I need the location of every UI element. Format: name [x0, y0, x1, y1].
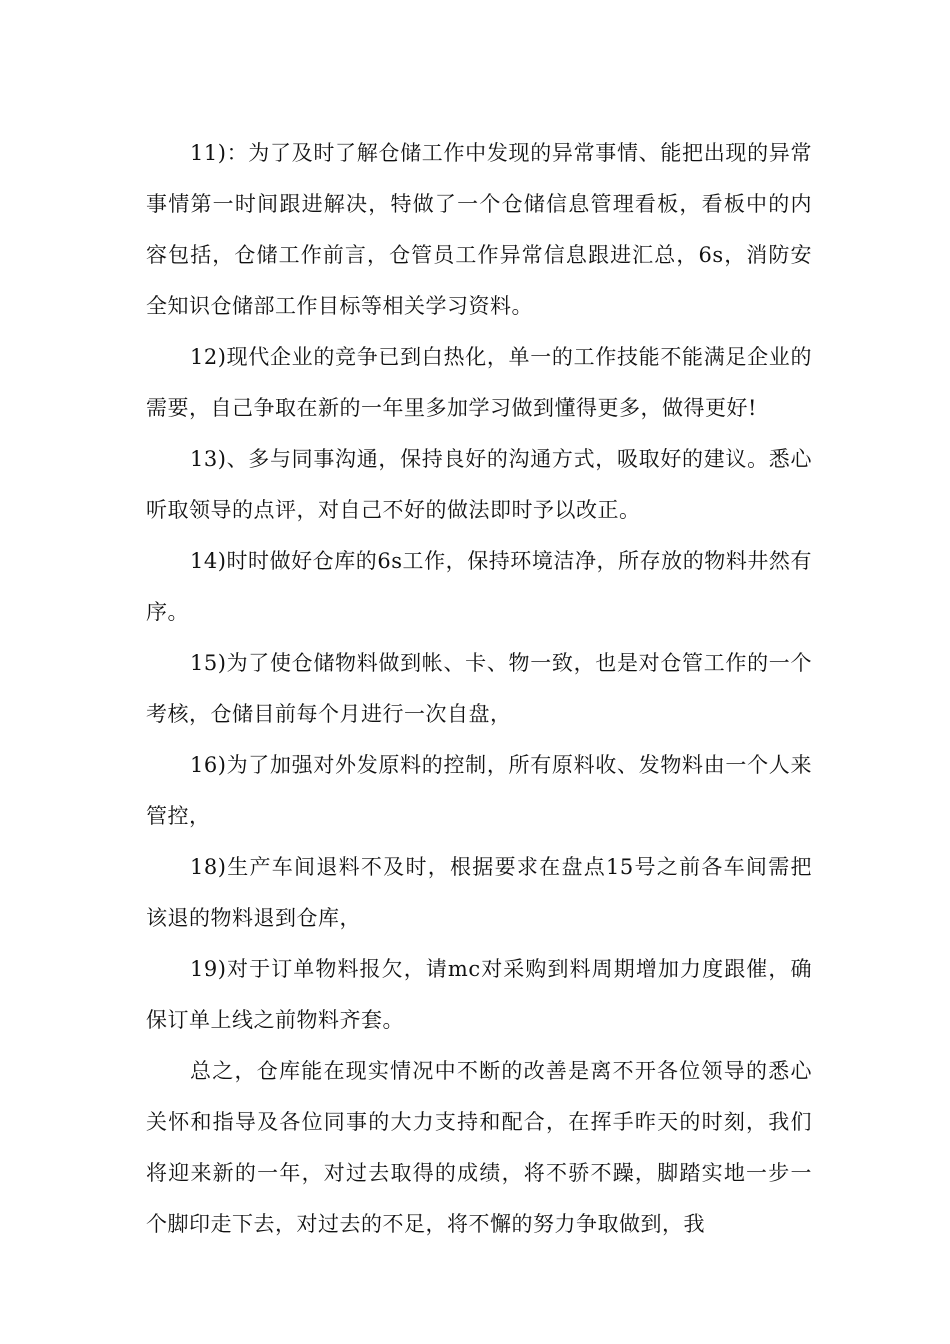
- paragraph-item-18: 18)生产车间退料不及时，根据要求在盘点15号之前各车间需把该退的物料退到仓库，: [146, 855, 812, 930]
- paragraph-item-14: 14)时时做好仓库的6s工作，保持环境洁净，所存放的物料井然有序。: [146, 549, 812, 624]
- document-body: [146, 128, 812, 1250]
- paragraph-summary: 总之，仓库能在现实情况中不断的改善是离不开各位领导的悉心关怀和指导及各位同事的大力支持和配合，在挥手昨天的时刻，我们将迎来新的一年，对过去取得的成绩，将不骄不躁，脚踏实地一步一个脚印走下去，对过去的不足，将不懈的努力争取做到，我: [146, 1059, 812, 1236]
- paragraph-item-19: 19)对于订单物料报欠，请mc对采购到料周期增加力度跟催，确保订单上线之前物料齐套。: [146, 957, 812, 1032]
- paragraph-item-15: 15)为了使仓储物料做到帐、卡、物一致，也是对仓管工作的一个考核，仓储目前每个月进行一次自盘，: [146, 651, 812, 726]
- paragraph-item-13: 13)、多与同事沟通，保持良好的沟通方式，吸取好的建议。悉心听取领导的点评，对自己不好的做法即时予以改正。: [146, 447, 812, 522]
- paragraph-item-16: 16)为了加强对外发原料的控制，所有原料收、发物料由一个人来管控，: [146, 753, 812, 828]
- paragraph-item-12: 12)现代企业的竞争已到白热化，单一的工作技能不能满足企业的需要，自己争取在新的一年里多加学习做到懂得更多，做得更好!: [146, 345, 812, 420]
- paragraph-item-11: 11)：为了及时了解仓储工作中发现的异常事情、能把出现的异常事情第一时间跟进解决，特做了一个仓储信息管理看板，看板中的内容包括，仓储工作前言，仓管员工作异常信息跟进汇总，6s，消防安全知识仓储部工作目标等相关学习资料。: [146, 141, 812, 318]
